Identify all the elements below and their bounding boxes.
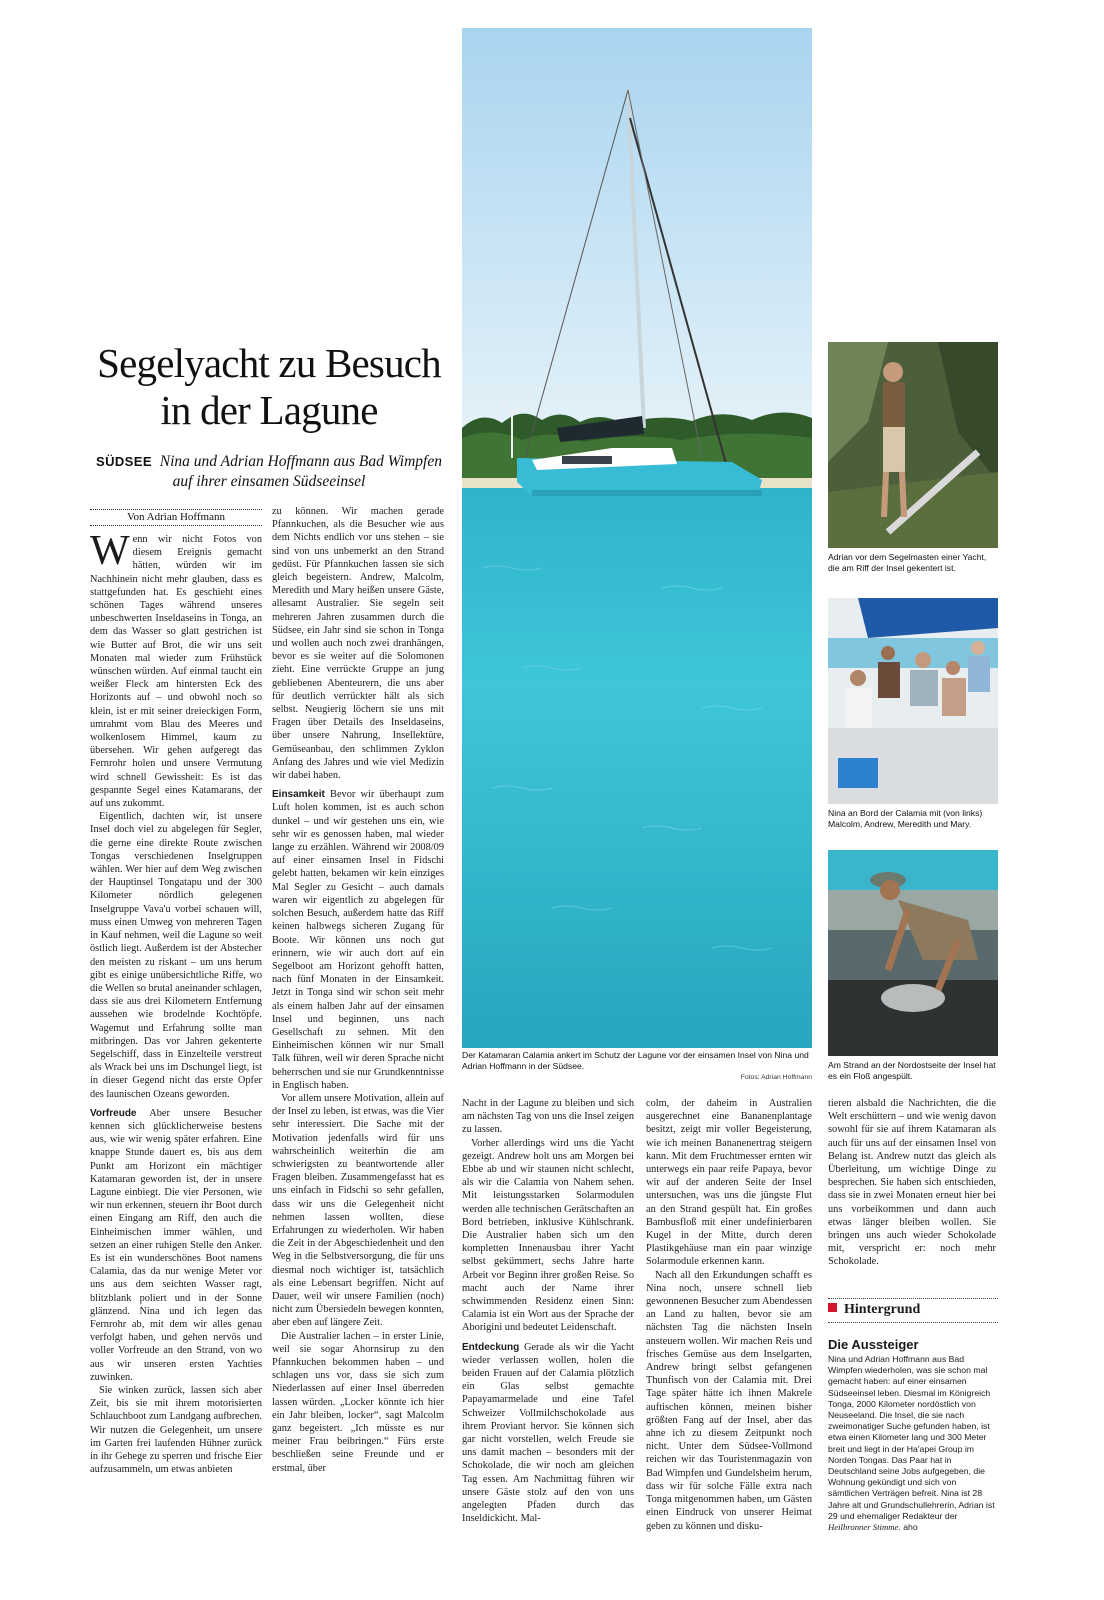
hintergrund-title: Die Aussteiger	[828, 1337, 919, 1352]
boat-group-illustration	[828, 598, 998, 804]
body-paragraph: Eigentlich, dachten wir, ist unsere Insel doch viel zu abgelegen für Segler, die gerne eine direkte Route zwischen Tongas verschiedenen Inselgruppen wählen. Wer hier auf dem Weg zwischen der Hauptinsel Tongatapu und der 300 Kilometer nördlich gelegenen Inselgruppe Vava'u vorbei schauen will, muss einen Umweg von mehreren Tagen in Kauf nehmen, weil die Lagune so weit östlich liegt. Außerdem ist der Abstecher den meisten zu riskant – um uns herum gibt es einige unübersichtliche Riffe, wo die Wellen so brutal aneinander schlagen, dass sie aus drei Kilometern Entfernung aussehen wie brodelnde Kochtöpfe. Wagemut und Erfahrung sollte man mitbringen. Das vor Jahren gekenterte Segelschiff, dass in Einzelteile verstreut als Wrack bei uns im Dschungel liegt, ist in dieser Gegend nicht das erste Opfer des launischen Ozeans geworden.	[90, 811, 262, 1100]
body-paragraph: Einsamkeit Bevor wir überhaupt zum Luft holen kommen, ist es auch schon dunkel – und wir gestehen uns ein, wie sehr wir es genossen haben, mal wieder lange zu erzählen. Während wir 2008/09 auf einer einsamen Insel in Fidschi gelebt hatten, bekamen wir kein einziges Mal Segler zu Gesicht – auch damals waren wir eigentlich zu abgelegen für solchen Besuch, außerdem hatte das Riff keinen halbwegs sicheren Zugang für Boote. Wir können uns noch gut erinnern, wie wir auch dort auf ein Segelboot am Horizont gehofft hatten, nach fünf Monaten in der Einsamkeit. Jetzt in Tonga sind wir schon seit mehr als einem halben Jahr auf der einsamen Insel und beginnen, uns nach Gesellschaft zu sehnen. Mit den Einheimischen können wir nur Small Talk führen, weil wir deren Sprache nicht beherrschen und sie nur Grundkenntnisse in Englisch haben.	[272, 789, 444, 1091]
subheading-einsamkeit: Einsamkeit	[272, 789, 325, 801]
body-paragraph: zu können. Wir machen gerade Pfannkuchen, als die Besucher wie aus dem Nichts endlich vor uns stehen – sie sind von uns unbemerkt an den Strand gedüst. Für Pfannkuchen lassen sie sich gleich begeistern. Andrew, Malcolm, Meredith und Mary heißen unsere Gäste, allesamt Australier. Sie segeln seit mehreren Jahren zusammen durch die Südsee, ein Jahr sind sie schon in Tonga und wollen auch noch zwei dranhängen, bevor es sie weiter auf die Solomonen zieht. Eine verrückte Gruppe an jung gebliebenen Abenteurern, die uns aber für deutlich verrückter hält als sich selbst. Neugierig löchern sie uns mit Fragen über Details des Inseldaseins, über unsere Nahrung, Insellektüre, Gemüseanbau, den schlimmen Zyklon Anfang des Jahres und wie viel Medizin wir dabei haben.	[272, 506, 444, 782]
body-paragraph: Sie winken zurück, lassen sich aber Zeit, bis sie mit ihrem motorisierten Schlauchboot zum Landgang aufbrechen. Wir nutzen die Gelegenheit, um unsere im Garten frei laufenden Hühner zurück in ihr Gehege zu sperren und frische Eier aufzusammeln, um etwas anbieten	[90, 1385, 262, 1476]
hintergrund-rule-bottom	[828, 1322, 998, 1323]
photo-caption: Am Strand an der Nordostseite der Insel hat es ein Floß angespült.	[828, 1060, 996, 1081]
subheading-entdeckung: Entdeckung	[462, 1341, 520, 1353]
body-paragraph: Vorfreude Aber unsere Besucher kennen sich glücklicherweise bestens aus, wie wir wenig später erfahren. Eine knappe Stunde dauert es, bis aus dem Punkt am Horizont ein mächtiger Katamaran geworden ist, der in unsere Lagune einbiegt. Die vier Personen, wie wir nun erkennen, steuern ihr Boot durch einen Eingang am Riff, den auch die Einheimischen immer wählen, und setzen an einer ruhigen Stelle den Anker. Es ist ein wunderschönes Boot namens Calamia, das da nur wenige Meter vor uns aus dem seichten Wasser ragt, blitzblank poliert und in der Sonne glänzend. Nina und ich legen das Fernrohr ab, mit dem wir alles genau verfolgt haben, und gehen nervös und voller Vorfreude an den Strand, von wo aus wir unseren ersten Yachties zuwinken.	[90, 1107, 262, 1383]
beach-raft-illustration	[828, 850, 998, 1056]
photo-credit: Fotos: Adrian Hoffmann	[740, 1074, 812, 1081]
drop-cap: W	[90, 533, 130, 574]
main-photo-caption: Der Katamaran Calamia ankert im Schutz der Lagune vor der einsamen Insel von Nina und Adrian Hoffmann in der Südsee.	[462, 1050, 809, 1071]
article-byline: Von Adrian Hoffmann	[127, 511, 225, 523]
main-photo-catamaran	[462, 28, 812, 1048]
byline-rule-bottom	[90, 525, 262, 526]
body-column-1	[90, 533, 262, 1578]
hintergrund-rule-top	[828, 1298, 998, 1299]
body-paragraph: colm, der daheim in Australien ausgerechnet eine Bananenplantage besitzt, zeigt mir voller Begeisterung, wie ich meinen Bananenertrag steigern kann. Mit dem Fruchtmesser ernten wir unterwegs ein paar reife Papaya, bevor wir auf der anderen Seite der Insel untersuchen, was uns die jüngste Flut an den Strand gespült hat. Ein großes Bambusfloß mit einer undefinierbaren Kugel in der Mitte, durch deren Plastikgehäuse man ein paar winzige Solarmodule erkennen kann.	[646, 1098, 812, 1268]
article-subheadline: Nina und Adrian Hoffmann aus Bad Wimpfen auf ihrer einsamen Südseeinsel	[159, 453, 442, 490]
body-paragraph: Wenn wir nicht Fotos von diesem Ereignis gemacht hätten, würden wir im Nachhinein nicht mehr glauben, dass es stattgefunden hat. Es geschieht eines schönen Tages während unseres unbeschwerten Inseldaseins in Tonga, an dem das Wasser so glatt gestrichen ist wie Butter auf Brot, die wir uns seit Monaten mal wieder zum Frühstück wünschen würden. Auf einmal taucht ein weißer Fleck am hintersten Eck des Horizonts auf – und obwohl noch so klein, ist er mit seiner dreieckigen Form, umrahmt vom Blau des Meeres und wolkenlosem Himmel, kaum zu übersehen. Wir gehen aufgeregt das Fernrohr holen und unsere Vermutung wird schnell Gewissheit: Es ist das gespannte Segel eines Katamarans, der auf uns zukommt.	[90, 533, 262, 810]
photo-caption: Nina an Bord der Calamia mit (von links) Malcolm, Andrew, Meredith und Mary.	[828, 808, 983, 829]
body-column-5	[828, 1097, 996, 1297]
article-kicker: SÜDSEE	[96, 454, 152, 469]
article-headline: Segelyacht zu Besuch in der Lagune	[97, 340, 441, 433]
hintergrund-heading: Hintergrund	[828, 1301, 998, 1319]
hintergrund-text: Nina und Adrian Hoffmann aus Bad Wimpfen wiederholen, was sie schon mal gemacht haben: auf einer einsamen Südseeinsel leben. Diesmal im Königreich Tonga, 2000 Kilometer nordöstlich von Neuseeland. Die Insel, die sie nach zweimonatiger Suche gefunden haben, ist etwa einen Kilometer lang und 300 Meter breit und liegt in der Ha'apei Group im Norden Tongas. Das Paar hat in Deutschland seine Jobs aufgegeben, die Wohnung gekündigt und sich von sämtlichen Verträgen befreit. Nina ist 28 Jahre alt und Grundschullehrerin, Adrian ist 29 und ehemaliger Redakteur der Heilbronner Stimme. aho	[828, 1354, 995, 1533]
body-column-3	[462, 1097, 634, 1578]
photo-caption: Adrian vor dem Segelmasten einer Yacht, die am Riff der Insel gekentert ist.	[828, 552, 987, 573]
body-paragraph: Nach all den Erkundungen schafft es Nina noch, unsere schnell lieb gewonnenen Besucher zum Abendessen an Land zu halten, bevor sie am nächsten Tag die nächsten Inseln ansteuern wollen. Wir machen Reis und frisches Gemüse aus dem Inselgarten, Andrew bringt selbst gefangenen Thunfisch von der Calamia mit. Drei Tage später hätte ich ihnen Makrele auftischen können, meinen bisher größten Fang auf der Insel, aber das ahne ich zu diesem Zeitpunkt noch nicht. Unter dem Südsee-Vollmond reichen wir das Touristenmagazin von Bad Wimpfen und Gundelsheim herum, dass wir für solche Fälle extra nach Tonga mitgenommen haben, um Gästen einen Eindruck von unserer Heimat geben zu können und disku-	[646, 1269, 812, 1532]
body-paragraph: Vor allem unsere Motivation, allein auf der Insel zu leben, ist etwas, was die Vier sehr interessiert. Die Sache mit der Motivation jedenfalls wird für uns wahrscheinlich weiterhin die am schwierigsten zu beantwortende aller Fragen bleiben. Zusammengefasst hat es uns einfach in Fidschi so sehr gefallen, dass wir uns die Gelegenheit nicht nehmen lassen wollten, diese Erfahrungen zu wiederholen. Wir haben die Zeit in der Abgeschiedenheit und den Weg in die Selbstversorgung, die für uns diesmal noch wichtiger ist, tatsächlich als eine Lebensart begriffen. Nicht auf Dauer, weil wir unsere Familien (noch) nicht zum Übersiedeln bewegen konnten, aber eben auf längere Zeit.	[272, 1092, 444, 1329]
source-name: Heilbronner Stimme	[828, 1522, 899, 1533]
body-paragraph: tieren alsbald die Nachrichten, die die Welt erschüttern – und wie wenig davon sowohl für sie auf ihrem Katamaran als auch für uns auf der einsamen Insel von Belang ist. Andrew nutzt das gleich als Überleitung, um wichtige Dinge zu besprechen. Sie haben sich entschieden, dass sie in zwei Monaten erneut hier bei uns vorbeikommen und dann auch etwas länger bleiben wollen. Sie bringen uns auch wieder Schokolade mit, verspricht er: noch mehr Schokolade.	[828, 1098, 996, 1268]
article-subheadline-block	[88, 452, 450, 492]
photo-adrian-mast	[828, 342, 998, 548]
body-paragraph: Nacht in der Lagune zu bleiben und sich am nächsten Tag von uns die Insel zeigen zu lassen.	[462, 1098, 634, 1136]
jungle-photo-illustration	[828, 342, 998, 548]
byline-rule-top	[90, 509, 262, 510]
photo-raft-beach	[828, 850, 998, 1056]
photo-group-on-boat	[828, 598, 998, 804]
body-paragraph: Vorher allerdings wird uns die Yacht gezeigt. Andrew holt uns am Morgen bei Ebbe ab und wir staunen nicht schlecht, als wir die Calamia von Nahem sehen. Mit leistungsstarken Solarmodulen werden alle technischen Gerätschaften an Bord betrieben, inklusive Kühlschrank. Die Australier haben sich um den kompletten Innenausbau ihrer Yacht selbst gekümmert, sechs Jahre harte Arbeit vor Beginn ihrer großen Reise. So macht auch der Name ihrer schwimmenden Residenz einen Sinn: Calamia ist ein Wort aus der Sprache der Aborigini und bedeutet Leidenschaft.	[462, 1137, 634, 1334]
body-paragraph: Entdeckung Gerade als wir die Yacht wieder verlassen wollen, holen die beiden Frauen auf der Calamia plötzlich ein Glas selbst gemachte Papayamarmelade und eine Tafel Schweizer Vollmilchschokolade aus ihrem Proviant hervor. Sie können sich gar nicht vorstellen, welch Freude sie uns damit machen – besonders mit der Schokolade, die wir noch am gleichen Tag essen. Am Nachmittag führen wir unsere Gäste stolz auf den von uns angelegten Pfaden durch das Inseldickicht. Mal-	[462, 1341, 634, 1525]
body-column-2	[272, 505, 444, 1578]
body-column-4	[646, 1097, 812, 1578]
catamaran-illustration	[462, 28, 812, 1048]
body-paragraph: Die Australier lachen – in erster Linie, weil sie sogar Ahornsirup zu den Pfannkuchen bekommen haben – und schlagen uns vor, dass sie sich zum Niederlassen auf einer Insel überreden lassen würden. „Locker könnte ich hier ein Jahr bleiben, locker“, sagt Malcolm ganz begeistert. „Ich müsste es nur meiner Frau beibringen.“ Fürs erste beschließen seine Freunde und er erstmal, über	[272, 1330, 444, 1474]
subheading-vorfreude: Vorfreude	[90, 1107, 137, 1119]
red-square-icon	[828, 1303, 837, 1312]
